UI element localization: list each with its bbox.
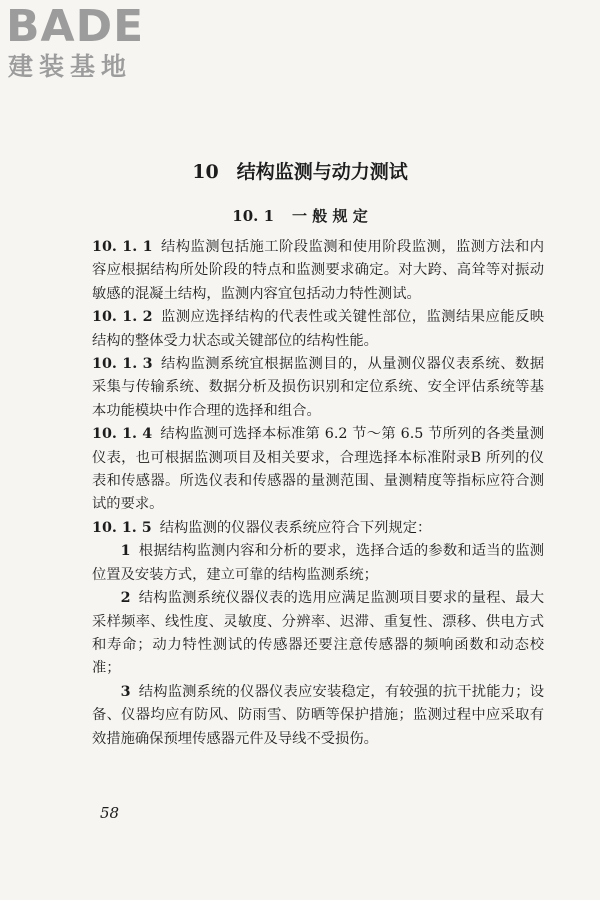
clause-10-1-3 <box>92 353 544 423</box>
clause-number: 10. 1. 3 <box>92 356 153 373</box>
chapter-title <box>0 157 600 184</box>
clause-10-1-4 <box>92 423 544 517</box>
clause-number: 10. 1. 2 <box>92 309 153 326</box>
item-text: 根据结构监测内容和分析的要求，选择合适的参数和适当的监测位置及安装方式，建立可靠的结构监测系统； <box>92 543 544 583</box>
clause-10-1-2 <box>92 306 544 353</box>
section-title <box>0 205 600 226</box>
clause-10-1-1 <box>92 236 544 306</box>
item-number: 1 <box>120 543 131 560</box>
list-item <box>92 540 544 587</box>
list-item <box>92 587 544 681</box>
item-text: 结构监测系统的仪器仪表应安装稳定，有较强的抗干扰能力；设备、仪器均应有防风、防雨雪、防晒等保护措施；监测过程中应采取有效措施确保预埋传感器元件及导线不受损伤。 <box>92 683 544 747</box>
clause-text: 监测应选择结构的代表性或关键性部位，监测结果应能反映结构的整体受力状态或关键部位的结构性能。 <box>92 309 545 349</box>
logo-wordmark: BADE <box>6 1 145 52</box>
clause-number: 10. 1. 5 <box>92 519 152 536</box>
list-item <box>92 681 544 751</box>
clause-text: 结构监测的仪器仪表系统应符合下列规定： <box>159 519 432 536</box>
section-number: 10. 1 <box>232 207 275 225</box>
logo <box>6 2 176 82</box>
chapter-title-text: 结构监测与动力测试 <box>236 161 408 183</box>
page-number: 58 <box>100 804 120 822</box>
item-number: 3 <box>120 683 131 700</box>
clause-text: 结构监测包括施工阶段监测和使用阶段监测，监测方法和内容应根据结构所处阶段的特点和监测要求确定。对大跨、高耸等对振动敏感的混凝土结构，监测内容宜包括动力特性测试。 <box>92 239 545 302</box>
logo-subtitle: 建装基地 <box>8 52 133 81</box>
item-text: 结构监测系统仪器仪表的选用应满足监测项目要求的量程、最大采样频率、线性度、灵敏度、分辨率、迟滞、重复性、漂移、供电方式和寿命；动力特性测试的传感器还要注意传感器的频响函数和动态校准； <box>92 590 544 677</box>
clause-number: 10. 1. 1 <box>92 239 153 255</box>
clause-text: 结构监测可选择本标准第 6.2 节～第 6.5 节所列的各类量测仪表，也可根据监测项目及相关要求，合理选择本标准附录B 所列的仪表和传感器。所选仪表和传感器的量测范围、量测精度等指标应符合测试的要求。 <box>92 426 544 513</box>
section-title-text: 一 般 规 定 <box>292 207 368 225</box>
chapter-number: 10 <box>192 161 219 183</box>
clause-text: 结构监测系统宜根据监测目的，从量测仪器仪表系统、数据采集与传输系统、数据分析及损伤识别和定位系统、安全评估系统等基本功能模块中作合理的选择和组合。 <box>92 356 545 419</box>
item-number: 2 <box>120 590 131 607</box>
clause-number: 10. 1. 4 <box>92 426 153 443</box>
document-body <box>92 236 544 751</box>
clause-10-1-5 <box>92 517 544 540</box>
